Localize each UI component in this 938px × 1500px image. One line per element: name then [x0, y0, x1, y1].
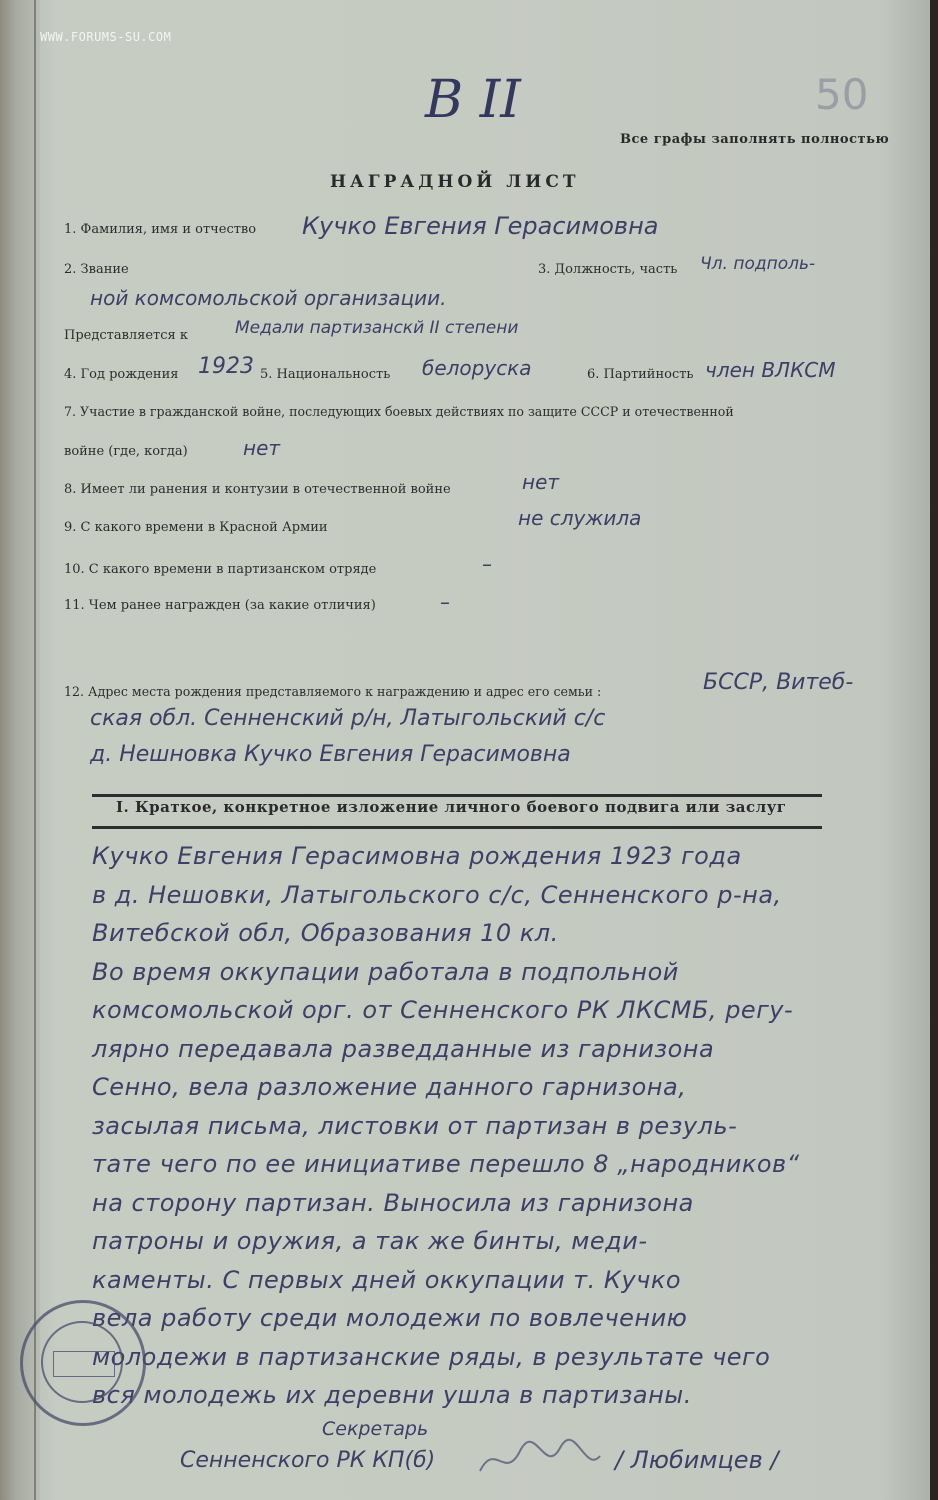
page-number: 50 [815, 70, 869, 119]
field-7-label-a: 7. Участие в гражданской войне, последующих боевых действиях по защите СССР и отечественной [64, 404, 734, 419]
narrative-line: Кучко Евгения Герасимовна рождения 1923 года [92, 842, 742, 870]
section-rule-top [92, 794, 822, 797]
watermark: WWW.FORUMS-SU.COM [40, 30, 172, 44]
page-edge [930, 0, 938, 1500]
field-3-value-b: ной комсомольской организации. [90, 286, 447, 310]
narrative-line: вела работу среди молодежи по вовлечению [92, 1304, 688, 1332]
field-2-label: 2. Звание [64, 262, 129, 277]
stamp-seal [20, 1300, 146, 1426]
field-11-value: – [440, 590, 450, 614]
narrative-line: вся молодежь их деревни ушла в партизаны. [92, 1381, 692, 1409]
field-10-value: – [482, 552, 492, 576]
field-3-label: 3. Должность, часть [538, 262, 678, 277]
field-9-label: 9. С какого времени в Красной Армии [64, 520, 328, 535]
field-1-value: Кучко Евгения Герасимовна [302, 212, 659, 240]
field-6-value: член ВЛКСМ [705, 358, 836, 382]
field-7-label-b: войне (где, когда) [64, 444, 188, 459]
field-12-label: 12. Адрес места рождения представляемого к награждению и адрес его семьи : [64, 684, 602, 699]
corner-mark: В II [425, 70, 521, 130]
narrative-line: тате чего по ее инициативе перешло 8 „народников“ [92, 1150, 800, 1178]
presented-label: Представляется к [64, 328, 188, 343]
field-3-value-a: Чл. подполь- [700, 254, 816, 274]
narrative-line: в д. Нешовки, Латыгольского с/с, Сенненского р-на, [92, 880, 782, 909]
field-8-value: нет [522, 470, 560, 494]
narrative-line: лярно передавала разведданные из гарнизона [92, 1034, 715, 1063]
field-10-label: 10. С какого времени в партизанском отряде [64, 562, 377, 577]
field-5-value: белоруска [422, 356, 532, 380]
signature-committee: Сенненского РК КП(б) [180, 1448, 436, 1473]
field-6-label: 6. Партийность [587, 367, 694, 382]
field-12-value-b: ская обл. Сенненский р/н, Латыгольский с/с [90, 706, 606, 731]
field-8-label: 8. Имеет ли ранения и контузии в отечественной войне [64, 482, 451, 497]
narrative-line: Во время оккупации работала в подпольной [92, 957, 679, 986]
stamp-seal-center [53, 1351, 115, 1377]
section-heading: I. Краткое, конкретное изложение личного боевого подвига или заслуг [116, 798, 787, 816]
narrative-line: на сторону партизан. Выносила из гарнизона [92, 1188, 694, 1217]
fill-all-fields-note: Все графы заполнять полностью [620, 132, 890, 147]
narrative-line: патроны и оружия, а так же бинты, меди- [92, 1227, 648, 1255]
narrative-line: Витебской обл, Образования 10 кл. [92, 919, 559, 947]
signature-name: / Любимцев / [615, 1446, 779, 1474]
field-5-label: 5. Национальность [260, 367, 391, 382]
presented-value: Медали партизанскй II степени [235, 318, 519, 338]
page-title: НАГРАДНОЙ ЛИСТ [330, 172, 580, 192]
field-7-value: нет [243, 436, 281, 460]
signature-title: Секретарь [322, 1418, 429, 1440]
field-12-value-c: д. Нешновка Кучко Евгения Герасимовна [90, 742, 571, 767]
narrative-line: молодежи в партизанские ряды, в результате чего [92, 1342, 771, 1371]
binding-line [34, 0, 36, 1500]
field-11-label: 11. Чем ранее награжден (за какие отличия) [64, 598, 376, 613]
field-4-value: 1923 [198, 354, 254, 379]
field-4-label: 4. Год рождения [64, 367, 179, 382]
field-1-label: 1. Фамилия, имя и отчество [64, 222, 257, 237]
narrative-line: комсомольской орг. от Сенненского РК ЛКСМБ, регу- [92, 996, 794, 1024]
section-rule-bottom [92, 826, 822, 829]
handwritten-signature-mark [475, 1436, 605, 1486]
narrative-line: Сенно, вела разложение данного гарнизона, [92, 1073, 687, 1101]
narrative-line: засылая письма, листовки от партизан в резуль- [92, 1111, 738, 1140]
narrative-line: каменты. С первых дней оккупации т. Кучко [92, 1265, 682, 1294]
field-12-value-a: БССР, Витеб- [703, 670, 854, 695]
field-9-value: не служила [518, 506, 642, 530]
